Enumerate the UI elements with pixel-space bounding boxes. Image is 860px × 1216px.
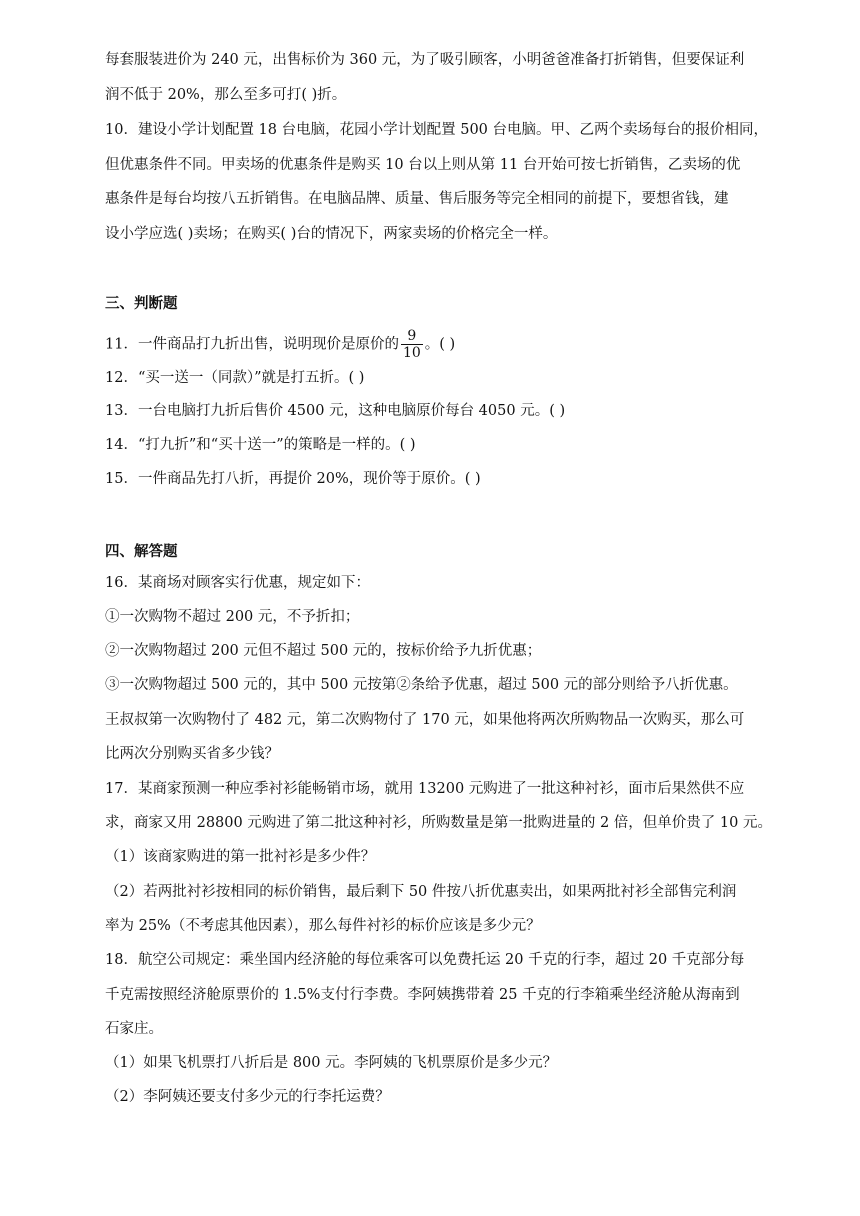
q10-line-1: 10．建设小学计划配置 18 台电脑，花园小学计划配置 500 台电脑。甲、乙两个卖场每台的报价相同， — [105, 122, 769, 138]
question-14: 14．“打九折”和“买十送一”的策略是一样的。( ) — [105, 437, 416, 453]
q11-text: 11．一件商品打九折出售，说明现价是原价的 — [105, 336, 399, 353]
q16-line-4: ③一次购物超过 500 元的，其中 500 元按第②条给予优惠，超过 500 元的部分则给予八折优惠。 — [105, 677, 738, 693]
question-12: 12．“买一送一（同款）”就是打五折。( ) — [105, 370, 365, 386]
q10-line-2: 但优惠条件不同。甲卖场的优惠条件是购买 10 台以上则从第 11 台开始可按七折销售，乙卖场的优 — [105, 157, 741, 173]
q17-line-4: （2）若两批衬衫按相同的标价销售，最后剩下 50 件按八折优惠卖出，如果两批衬衫全部售完利润 — [105, 884, 737, 900]
question-13: 13．一台电脑打九折后售价 4500 元，这种电脑原价每台 4050 元。( ) — [105, 403, 566, 419]
q10-line-4: 设小学应选( )卖场；在购买( )台的情况下，两家卖场的价格完全一样。 — [105, 226, 558, 242]
q9-line-2: 润不低于 20%，那么至多可打( )折。 — [105, 87, 347, 103]
q18-line-3: 石家庄。 — [105, 1021, 163, 1037]
q18-line-5: （2）李阿姨还要支付多少元的行李托运费？ — [105, 1089, 390, 1105]
q16-line-6: 比两次分别购买省多少钱？ — [105, 746, 279, 762]
q16-line-5: 王叔叔第一次购物付了 482 元，第二次购物付了 170 元，如果他将两次所购物品一次购买，那么可 — [105, 712, 745, 728]
q17-line-3: （1）该商家购进的第一批衬衫是多少件？ — [105, 849, 376, 865]
question-15: 15．一件商品先打八折，再提价 20%，现价等于原价。( ) — [105, 471, 481, 487]
q18-line-2: 千克需按照经济舱原票价的 1.5%支付行李费。李阿姨携带着 25 千克的行李箱乘坐经济舱从海南到 — [105, 987, 740, 1003]
fraction-numerator: 9 — [401, 328, 423, 345]
q16-line-2: ①一次购物不超过 200 元，不予折扣； — [105, 609, 360, 625]
q17-line-5: 率为 25%（不考虑其他因素），那么每件衬衫的标价应该是多少元？ — [105, 918, 541, 934]
section-heading-judgement: 三、判断题 — [105, 296, 178, 312]
q18-line-4: （1）如果飞机票打八折后是 800 元。李阿姨的飞机票原价是多少元？ — [105, 1055, 558, 1071]
q17-line-2: 求，商家又用 28800 元购进了第二批这种衬衫，所购数量是第一批购进量的 2 倍，但单价贵了 10 元。 — [105, 815, 772, 831]
q17-line-1: 17．某商家预测一种应季衬衫能畅销市场，就用 13200 元购进了一批这种衬衫，面市后果然供不应 — [105, 781, 745, 797]
section-heading-solutions: 四、解答题 — [105, 544, 178, 560]
fraction — [401, 328, 423, 361]
fraction-denominator: 10 — [402, 345, 421, 361]
q9-line-1: 每套服装进价为 240 元，出售标价为 360 元，为了吸引顾客，小明爸爸准备打折销售，但要保证利 — [105, 52, 745, 68]
question-11 — [105, 328, 455, 361]
q16-line-3: ②一次购物超过 200 元但不超过 500 元的，按标价给予九折优惠； — [105, 643, 542, 659]
q11-answer-blank: 。( ) — [424, 336, 456, 353]
q16-line-1: 16．某商场对顾客实行优惠，规定如下： — [105, 575, 370, 591]
q18-line-1: 18．航空公司规定：乘坐国内经济舱的每位乘客可以免费托运 20 千克的行李，超过 20 千克部分每 — [105, 952, 745, 968]
q10-line-3: 惠条件是每台均按八五折销售。在电脑品牌、质量、售后服务等完全相同的前提下，要想省钱，建 — [105, 191, 729, 207]
